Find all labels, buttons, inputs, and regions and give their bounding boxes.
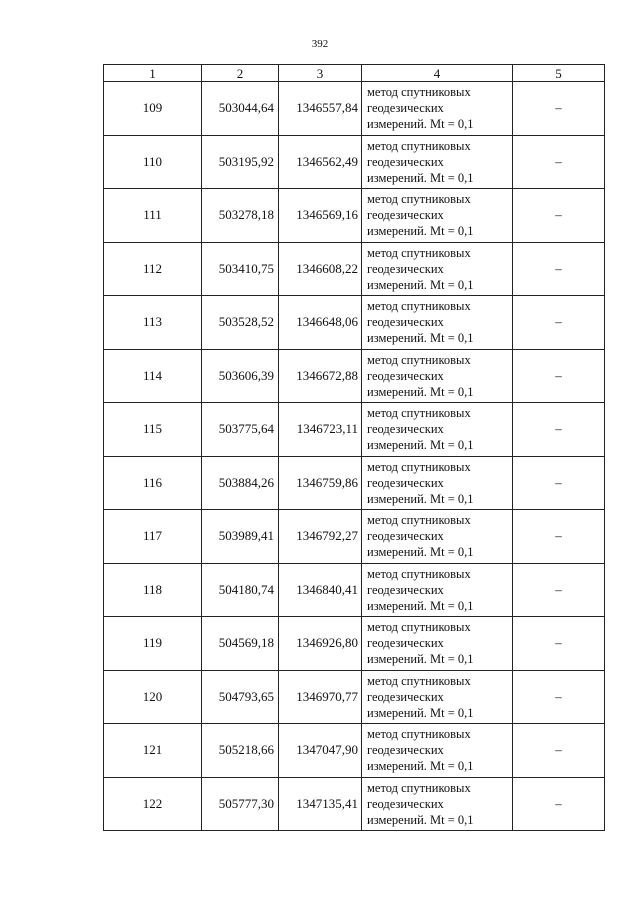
y-coordinate-cell: 1346926,80: [279, 617, 362, 671]
method-line: метод спутниковых: [367, 138, 471, 153]
method-cell: [362, 403, 513, 457]
note-cell: –: [513, 670, 605, 724]
table-row: [104, 349, 605, 403]
point-number-cell: 109: [104, 82, 202, 136]
note-cell: –: [513, 242, 605, 296]
method-line: метод спутниковых: [367, 299, 471, 314]
method-line: геодезических: [367, 422, 444, 437]
method-line: измерений. Mt = 0,1: [367, 598, 474, 613]
method-line: геодезических: [367, 529, 444, 544]
point-number-cell: 114: [104, 349, 202, 403]
method-line: измерений. Mt = 0,1: [367, 759, 474, 774]
x-coordinate-cell: 505777,30: [202, 777, 279, 831]
y-coordinate-cell: 1346840,41: [279, 563, 362, 617]
method-cell: [362, 510, 513, 564]
x-coordinate-cell: 503278,18: [202, 189, 279, 243]
x-coordinate-cell: 503606,39: [202, 349, 279, 403]
method-cell: [362, 189, 513, 243]
y-coordinate-cell: 1346672,88: [279, 349, 362, 403]
table-row: [104, 724, 605, 778]
coordinates-table: [103, 64, 605, 831]
method-line: метод спутниковых: [367, 780, 471, 795]
note-cell: –: [513, 135, 605, 189]
y-coordinate-cell: 1346648,06: [279, 296, 362, 350]
table-row: [104, 135, 605, 189]
method-line: измерений. Mt = 0,1: [367, 224, 474, 239]
y-coordinate-cell: 1346723,11: [279, 403, 362, 457]
method-line: геодезических: [367, 101, 444, 116]
method-line: метод спутниковых: [367, 352, 471, 367]
x-coordinate-cell: 503989,41: [202, 510, 279, 564]
method-line: метод спутниковых: [367, 620, 471, 635]
point-number-cell: 112: [104, 242, 202, 296]
table-row: [104, 189, 605, 243]
method-cell: [362, 724, 513, 778]
method-line: измерений. Mt = 0,1: [367, 491, 474, 506]
x-coordinate-cell: 505218,66: [202, 724, 279, 778]
y-coordinate-cell: 1347047,90: [279, 724, 362, 778]
table-row: [104, 777, 605, 831]
y-coordinate-cell: 1346759,86: [279, 456, 362, 510]
method-line: геодезических: [367, 689, 444, 704]
table-row: [104, 403, 605, 457]
note-cell: –: [513, 510, 605, 564]
method-cell: [362, 296, 513, 350]
method-line: геодезических: [367, 743, 444, 758]
method-line: измерений. Mt = 0,1: [367, 331, 474, 346]
x-coordinate-cell: 503410,75: [202, 242, 279, 296]
method-line: метод спутниковых: [367, 406, 471, 421]
method-line: метод спутниковых: [367, 85, 471, 100]
method-line: геодезических: [367, 636, 444, 651]
point-number-cell: 122: [104, 777, 202, 831]
note-cell: –: [513, 349, 605, 403]
header-col-5: 5: [513, 65, 605, 82]
note-cell: –: [513, 777, 605, 831]
x-coordinate-cell: 504569,18: [202, 617, 279, 671]
point-number-cell: 117: [104, 510, 202, 564]
method-line: метод спутниковых: [367, 513, 471, 528]
table-row: [104, 670, 605, 724]
note-cell: –: [513, 189, 605, 243]
header-col-3: 3: [279, 65, 362, 82]
y-coordinate-cell: 1346557,84: [279, 82, 362, 136]
header-col-1: 1: [104, 65, 202, 82]
table-row: [104, 82, 605, 136]
method-cell: [362, 82, 513, 136]
method-line: измерений. Mt = 0,1: [367, 438, 474, 453]
note-cell: –: [513, 82, 605, 136]
y-coordinate-cell: 1347135,41: [279, 777, 362, 831]
method-line: геодезических: [367, 315, 444, 330]
method-line: метод спутниковых: [367, 727, 471, 742]
x-coordinate-cell: 503044,64: [202, 82, 279, 136]
y-coordinate-cell: 1346562,49: [279, 135, 362, 189]
x-coordinate-cell: 503528,52: [202, 296, 279, 350]
x-coordinate-cell: 503195,92: [202, 135, 279, 189]
method-cell: [362, 349, 513, 403]
method-line: геодезических: [367, 261, 444, 276]
method-cell: [362, 242, 513, 296]
point-number-cell: 119: [104, 617, 202, 671]
table-row: [104, 510, 605, 564]
method-line: метод спутниковых: [367, 566, 471, 581]
page-number: 392: [311, 38, 329, 50]
method-cell: [362, 135, 513, 189]
method-line: измерений. Mt = 0,1: [367, 384, 474, 399]
method-line: геодезических: [367, 154, 444, 169]
point-number-cell: 113: [104, 296, 202, 350]
note-cell: –: [513, 296, 605, 350]
point-number-cell: 121: [104, 724, 202, 778]
method-line: измерений. Mt = 0,1: [367, 705, 474, 720]
method-line: метод спутниковых: [367, 459, 471, 474]
note-cell: –: [513, 563, 605, 617]
x-coordinate-cell: 504180,74: [202, 563, 279, 617]
y-coordinate-cell: 1346608,22: [279, 242, 362, 296]
note-cell: –: [513, 403, 605, 457]
method-line: метод спутниковых: [367, 245, 471, 260]
table-row: [104, 296, 605, 350]
method-cell: [362, 563, 513, 617]
method-line: измерений. Mt = 0,1: [367, 545, 474, 560]
method-line: метод спутниковых: [367, 673, 471, 688]
point-number-cell: 116: [104, 456, 202, 510]
table-row: [104, 242, 605, 296]
y-coordinate-cell: 1346792,27: [279, 510, 362, 564]
point-number-cell: 110: [104, 135, 202, 189]
method-cell: [362, 456, 513, 510]
method-line: измерений. Mt = 0,1: [367, 170, 474, 185]
method-line: измерений. Mt = 0,1: [367, 652, 474, 667]
point-number-cell: 118: [104, 563, 202, 617]
x-coordinate-cell: 504793,65: [202, 670, 279, 724]
table-row: [104, 617, 605, 671]
method-line: метод спутниковых: [367, 192, 471, 207]
header-col-4: 4: [362, 65, 513, 82]
note-cell: –: [513, 456, 605, 510]
method-line: измерений. Mt = 0,1: [367, 812, 474, 827]
table-row: [104, 563, 605, 617]
note-cell: –: [513, 724, 605, 778]
header-col-2: 2: [202, 65, 279, 82]
table-row: [104, 456, 605, 510]
header-row: [104, 65, 605, 82]
method-line: измерений. Mt = 0,1: [367, 277, 474, 292]
method-line: измерений. Mt = 0,1: [367, 117, 474, 132]
method-line: геодезических: [367, 208, 444, 223]
table-body: [104, 82, 605, 831]
point-number-cell: 120: [104, 670, 202, 724]
table-header: [104, 65, 605, 82]
method-line: геодезических: [367, 475, 444, 490]
method-line: геодезических: [367, 582, 444, 597]
y-coordinate-cell: 1346970,77: [279, 670, 362, 724]
note-cell: –: [513, 617, 605, 671]
point-number-cell: 115: [104, 403, 202, 457]
method-cell: [362, 617, 513, 671]
method-line: геодезических: [367, 796, 444, 811]
method-cell: [362, 777, 513, 831]
point-number-cell: 111: [104, 189, 202, 243]
y-coordinate-cell: 1346569,16: [279, 189, 362, 243]
method-cell: [362, 670, 513, 724]
method-line: геодезических: [367, 368, 444, 383]
x-coordinate-cell: 503884,26: [202, 456, 279, 510]
x-coordinate-cell: 503775,64: [202, 403, 279, 457]
